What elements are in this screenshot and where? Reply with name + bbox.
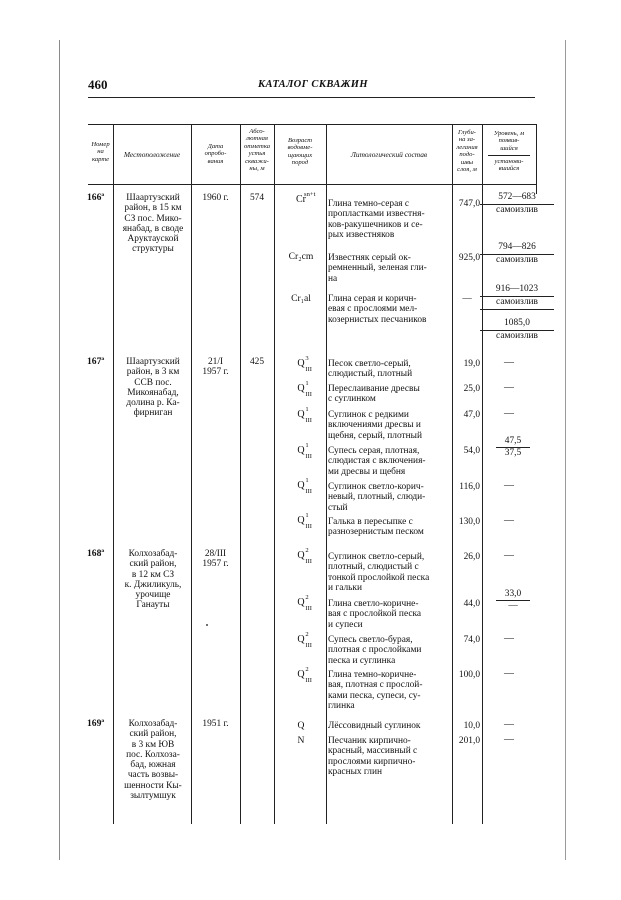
well-abs: 574 — [249, 193, 265, 203]
level-pair — [480, 318, 554, 342]
layer-lithology: Глина серая и коричн- евая с прослоями мел- козернистых песчаников — [328, 294, 427, 325]
layer-age — [273, 631, 329, 649]
level-pair — [480, 242, 554, 266]
well-date: 21/I 1957 г. — [202, 357, 229, 378]
age-sub: III — [305, 391, 312, 398]
layer-depth: 100,0 — [458, 670, 480, 680]
layer-lithology: Суглинок с редкими включениями дресвы и щебня, серый, плотный — [328, 410, 422, 441]
well-abs: 425 — [249, 357, 265, 367]
layer-lithology: Лёссовидный суглинок — [328, 721, 421, 731]
header-depth: Глуби- на за- легания подо- швы слоя, м — [456, 129, 478, 174]
level-appeared: 916—1023 — [480, 284, 554, 297]
layer-depth: 116,0 — [459, 482, 480, 492]
level-appeared: — — [504, 357, 514, 368]
layer-depth: 747,0 — [458, 199, 480, 209]
well-date: 1960 г. — [202, 193, 229, 203]
layer-age: N — [297, 735, 305, 746]
age-sub: III — [305, 417, 312, 424]
age-base: Q — [297, 480, 305, 491]
well-number: 167ª — [87, 356, 105, 367]
layer-age — [273, 666, 329, 684]
age-sub: III — [305, 558, 312, 565]
age-base: Q — [297, 445, 305, 456]
layer-lithology: Песок светло-серый, слюдистый, плотный — [328, 359, 413, 380]
well-location: Шаартузский район, в 3 км ССВ пос. Микоянабад, долина р. Ка- фирниган — [126, 357, 180, 419]
col-divider — [274, 124, 275, 824]
age-base: Q — [297, 597, 305, 608]
level-appeared: 47,5 — [496, 436, 530, 448]
header-rule — [88, 97, 535, 98]
age-sup: 2 — [305, 594, 309, 601]
layer-lithology: Песчаник кирпично- красный, массивный с прослоями кирпично- красных глин — [328, 736, 418, 777]
layer-lithology: Суглинок светло-серый, плотный, слюдистый с тонкой прослойкой песка и гальки — [328, 552, 430, 593]
age-base: Q — [297, 383, 305, 394]
level-appeared: — — [504, 480, 514, 491]
layer-age — [273, 406, 329, 424]
header-date: Дата опробо- вания — [204, 143, 227, 165]
level-pair — [476, 436, 550, 459]
age-sup: 1 — [305, 380, 309, 387]
age-base: Q — [297, 358, 305, 369]
age-base: Q — [297, 409, 305, 420]
col-divider — [240, 124, 241, 824]
level-stabilized: самоизлив — [480, 297, 554, 310]
layer-depth: 26,0 — [463, 552, 480, 562]
page-number: 460 — [88, 77, 108, 92]
age-sub: III — [305, 642, 312, 649]
layer-age: Q — [297, 720, 305, 731]
page-edge-left — [59, 40, 60, 860]
age-sup: 3 — [305, 355, 309, 362]
layer-depth: — — [462, 294, 472, 304]
age-sup: 1 — [305, 442, 309, 449]
level-appeared: — — [504, 550, 514, 561]
col-divider — [326, 124, 327, 824]
age-base: Cr — [296, 194, 306, 205]
layer-depth: 25,0 — [463, 384, 480, 394]
layer-depth: 74,0 — [463, 635, 480, 645]
layer-age — [273, 547, 329, 565]
table-top-border — [88, 124, 536, 125]
col-divider — [452, 124, 453, 824]
layer-lithology: Супесь серая, плотная, слюдистая с включения- ми дресвы и щебня — [328, 446, 426, 477]
col-divider — [482, 124, 483, 824]
well-number: 166ª — [87, 192, 105, 203]
level-pair — [480, 284, 554, 310]
table-header-border — [88, 184, 536, 185]
age-base: Q — [297, 634, 305, 645]
well-number: 168ª — [87, 548, 105, 559]
well-location: Шаартузский район, в 15 км СЗ пос. Мико- янабад, в своде Аруктауской структуры — [122, 193, 184, 255]
col-divider — [536, 124, 537, 194]
age-sub: III — [305, 677, 312, 684]
layer-depth: 925,0 — [458, 253, 480, 263]
header-level-bottom: установи- вшийся — [494, 158, 524, 173]
layer-lithology: Глина темно-серая с пропластками известня- ков-ракушечников и се- рых известняков — [328, 199, 425, 240]
level-appeared: — — [504, 668, 514, 679]
age-sub: III — [305, 488, 312, 495]
age-sup: 1 — [305, 512, 309, 519]
age-sup: 1 — [305, 406, 309, 413]
age-sup: 2 — [305, 547, 309, 554]
age-sub: III — [305, 453, 312, 460]
age-sub: III — [305, 366, 312, 373]
layer-lithology: Галька в пересыпке с разнозернистым песком — [328, 517, 424, 538]
layer-age — [273, 355, 329, 373]
age-sup: sn+t — [304, 191, 316, 198]
header-location: Местоположение — [123, 150, 181, 159]
layer-age: Cr₁al — [291, 293, 311, 304]
layer-depth: 54,0 — [463, 446, 480, 456]
layer-lithology: Глина светло-коричне- вая с прослойкой песка и супеси — [328, 599, 422, 630]
age-sub: III — [305, 523, 312, 530]
layer-depth: 47,0 — [463, 410, 480, 420]
level-stabilized: самоизлив — [496, 331, 538, 341]
age-sup: 1 — [305, 477, 309, 484]
header-litho: Литологический состав — [350, 150, 428, 159]
layer-lithology: Супесь светло-бурая, плотная с прослойками песка и суглинка — [328, 635, 422, 666]
level-stabilized: самоизлив — [496, 255, 538, 265]
age-sup: 2 — [305, 631, 309, 638]
layer-lithology: Известняк серый ок- ремненный, зеленая гли- на — [328, 253, 427, 284]
header-level-top: Уровень, м появив- шийся — [493, 130, 525, 152]
level-appeared: — — [504, 408, 514, 419]
layer-depth: 44,0 — [463, 599, 480, 609]
age-sub: III — [305, 605, 312, 612]
layer-depth: 201,0 — [458, 736, 480, 746]
level-appeared: — — [504, 515, 514, 526]
level-appeared: — — [504, 382, 514, 393]
print-speck — [206, 624, 208, 626]
layer-lithology: Переслаивание дресвы с суглинком — [328, 384, 420, 405]
level-appeared: 1085,0 — [480, 318, 554, 331]
layer-lithology: Глина темно-коричне- вая, плотная с прослой- ками песка, супеси, су- глинка — [328, 670, 423, 711]
level-stabilized: самоизлив — [496, 205, 538, 215]
level-appeared: 572—683 — [480, 192, 554, 205]
layer-age — [273, 477, 329, 495]
level-appeared: 33,0 — [496, 589, 530, 601]
level-appeared: 794—826 — [480, 242, 554, 255]
header-level-split — [488, 155, 530, 156]
layer-age — [273, 191, 329, 205]
well-location: Колхозабад- ский район, в 12 км СЗ к. Джиликуль, урочище Ганауты — [124, 549, 182, 611]
layer-age — [273, 380, 329, 398]
header-abs: Абсо- лютная отметка устья скважи- ны, м — [243, 128, 271, 173]
running-title: КАТАЛОГ СКВАЖИН — [258, 79, 368, 90]
layer-age: Cr₂cm — [288, 251, 314, 262]
level-stabilized: — — [508, 601, 518, 611]
level-stabilized: 37,5 — [504, 448, 522, 458]
page-edge-right — [565, 40, 566, 860]
header-num: Номер на карте — [91, 141, 110, 163]
level-pair — [476, 589, 550, 612]
layer-age — [273, 594, 329, 612]
layer-depth: 10,0 — [463, 721, 480, 731]
layer-age — [273, 442, 329, 460]
level-pair — [480, 192, 554, 216]
layer-depth: 19,0 — [463, 359, 480, 369]
header-age: Возраст водовме- щающих пород — [287, 137, 313, 167]
age-sup: 2 — [305, 666, 309, 673]
level-appeared: — — [504, 633, 514, 644]
layer-depth: 130,0 — [458, 517, 480, 527]
age-base: Q — [297, 669, 305, 680]
well-date: 1951 г. — [202, 719, 229, 729]
well-location: Колхозабад- ский район, в 3 км ЮВ пос. Колхоза- бад, южная часть возвы- шенности Кы- зылтумшук — [124, 719, 182, 802]
age-base: Q — [297, 515, 305, 526]
layer-lithology: Суглинок светло-корич- невый, плотный, слюди- стый — [328, 482, 426, 513]
level-appeared: — — [504, 719, 514, 730]
well-number: 169ª — [87, 718, 105, 729]
well-date: 28/III 1957 г. — [202, 549, 229, 570]
age-base: Q — [297, 550, 305, 561]
layer-age — [273, 512, 329, 530]
level-appeared: — — [504, 734, 514, 745]
